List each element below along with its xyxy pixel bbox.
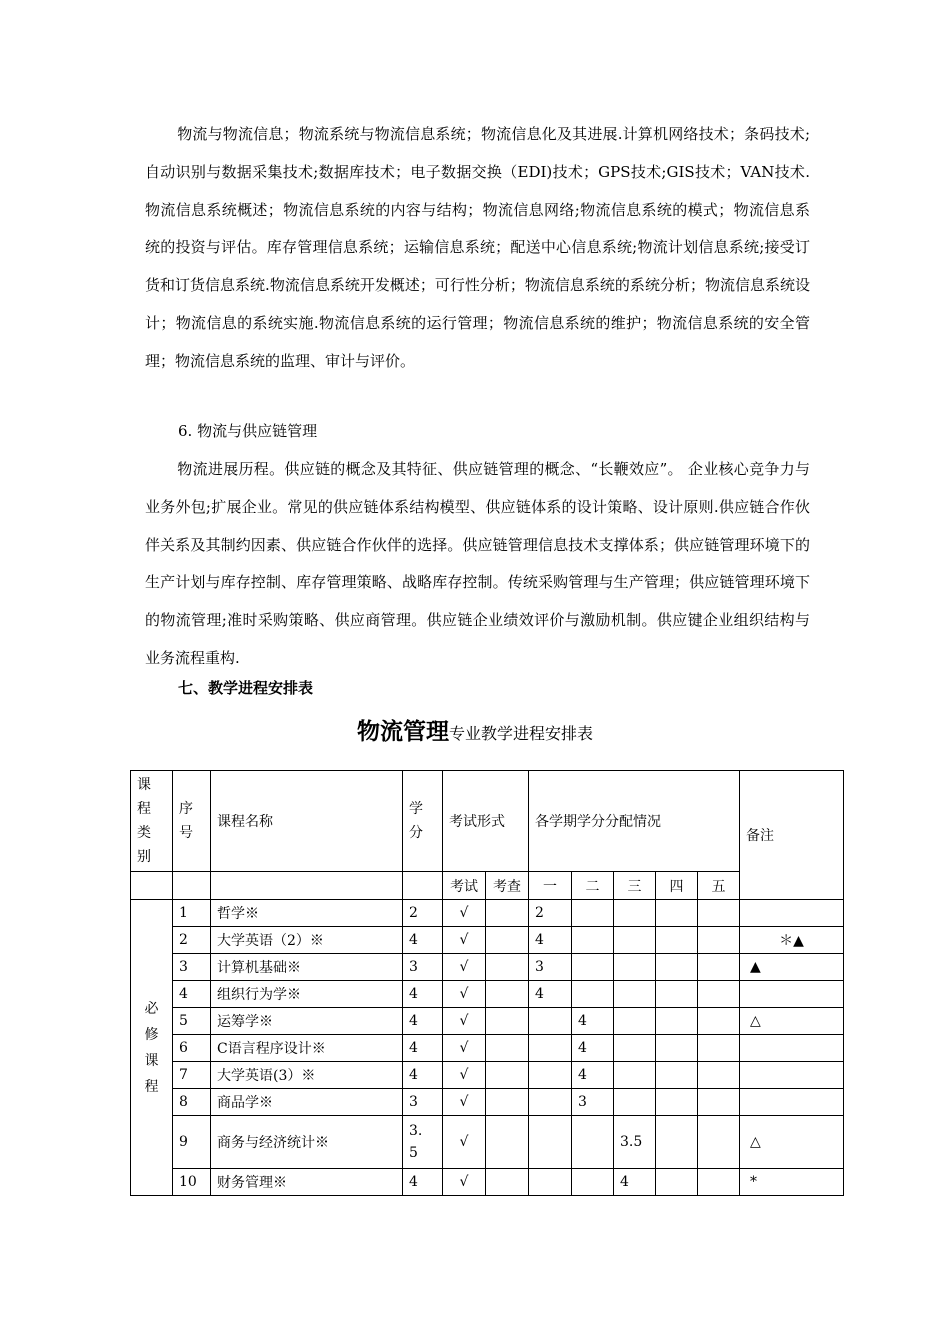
teaching-schedule-table (130, 770, 844, 1196)
paragraph-supply-chain (145, 451, 810, 678)
cell-semester-3 (614, 954, 656, 981)
cell-credit: 4 (403, 1062, 443, 1089)
cell-semester-5 (698, 954, 740, 981)
subheader-semester-1: 一 (529, 872, 572, 900)
header-credits (403, 771, 443, 872)
cell-semester-1 (529, 1116, 572, 1169)
subheader-empty (211, 872, 403, 900)
cell-course-name: 组织行为学※ (211, 981, 403, 1008)
cell-remark: ▲ (740, 954, 844, 981)
cell-exam-check: √ (443, 1169, 486, 1196)
cell-semester-4 (656, 1062, 698, 1089)
cell-number: 3 (173, 954, 211, 981)
table-row (131, 1089, 844, 1116)
cell-exam-check: √ (443, 1116, 486, 1169)
cell-assessment (486, 927, 529, 954)
cell-semester-5 (698, 1169, 740, 1196)
category-required-courses (131, 900, 173, 1196)
subheader-empty (131, 872, 173, 900)
cell-semester-4 (656, 1008, 698, 1035)
cell-number: 9 (173, 1116, 211, 1169)
cell-semester-4 (656, 927, 698, 954)
table-title-major: 物流管理 (356, 718, 449, 745)
table-row (131, 900, 844, 927)
cell-credit: 4 (403, 1008, 443, 1035)
cell-semester-3 (614, 1035, 656, 1062)
cell-semester-2 (572, 1116, 614, 1169)
cell-assessment (486, 1116, 529, 1169)
header-category (131, 771, 173, 872)
cell-course-name: 财务管理※ (211, 1169, 403, 1196)
cell-semester-4 (656, 1169, 698, 1196)
header-semester-distribution: 各学期学分分配情况 (529, 771, 740, 872)
cell-semester-5 (698, 927, 740, 954)
table-subheader-row (131, 872, 844, 900)
cell-semester-5 (698, 1116, 740, 1169)
cell-remark (740, 900, 844, 927)
cell-number: 6 (173, 1035, 211, 1062)
cell-remark (740, 1089, 844, 1116)
cell-remark (740, 1035, 844, 1062)
cell-exam-check: √ (443, 954, 486, 981)
cell-semester-1: 4 (529, 981, 572, 1008)
cell-semester-5 (698, 1062, 740, 1089)
table-row (131, 981, 844, 1008)
cell-exam-check: √ (443, 1089, 486, 1116)
section-6-heading: 6. 物流与供应链管理 (178, 422, 318, 440)
cell-course-name: 运筹学※ (211, 1008, 403, 1035)
cell-exam-check: √ (443, 927, 486, 954)
section-7-heading: 七、教学进程安排表 (178, 679, 314, 697)
cell-exam-check: √ (443, 1008, 486, 1035)
cell-semester-3 (614, 927, 656, 954)
cell-semester-3 (614, 900, 656, 927)
table-row (131, 1008, 844, 1035)
cell-semester-5 (698, 1035, 740, 1062)
cell-semester-2: 4 (572, 1035, 614, 1062)
cell-assessment (486, 900, 529, 927)
cell-number: 10 (173, 1169, 211, 1196)
header-exam-form: 考试形式 (443, 771, 529, 872)
cell-semester-2 (572, 927, 614, 954)
cell-course-name: C语言程序设计※ (211, 1035, 403, 1062)
table-title (0, 712, 950, 754)
subheader-assessment: 考查 (486, 872, 529, 900)
cell-semester-4 (656, 1035, 698, 1062)
header-category-text: 课程类别 (137, 777, 151, 865)
cell-semester-3 (614, 1008, 656, 1035)
header-course-name: 课程名称 (211, 771, 403, 872)
cell-remark (740, 1062, 844, 1089)
cell-semester-1 (529, 1008, 572, 1035)
cell-number: 7 (173, 1062, 211, 1089)
cell-semester-5 (698, 900, 740, 927)
cell-remark: △ (740, 1008, 844, 1035)
cell-credit: 3 (403, 954, 443, 981)
cell-semester-2: 3 (572, 1089, 614, 1116)
cell-semester-4 (656, 954, 698, 981)
cell-semester-2 (572, 1169, 614, 1196)
table-row (131, 1062, 844, 1089)
cell-credit: 4 (403, 1035, 443, 1062)
subheader-semester-3: 三 (614, 872, 656, 900)
cell-semester-1 (529, 1062, 572, 1089)
cell-semester-1 (529, 1035, 572, 1062)
category-label: 必修课程 (144, 1000, 159, 1095)
table-header-row (131, 771, 844, 872)
cell-assessment (486, 954, 529, 981)
paragraph-logistics-info (145, 116, 810, 381)
cell-semester-2 (572, 954, 614, 981)
cell-course-name: 大学英语（2）※ (211, 927, 403, 954)
cell-semester-4 (656, 1116, 698, 1169)
cell-semester-3 (614, 1062, 656, 1089)
cell-credit: 3 (403, 1089, 443, 1116)
cell-remark: * (740, 1169, 844, 1196)
cell-semester-3 (614, 1089, 656, 1116)
table-row (131, 1169, 844, 1196)
cell-assessment (486, 981, 529, 1008)
cell-credit: 3.5 (403, 1116, 443, 1169)
cell-semester-1 (529, 1089, 572, 1116)
subheader-semester-2: 二 (572, 872, 614, 900)
cell-course-name: 计算机基础※ (211, 954, 403, 981)
cell-assessment (486, 1062, 529, 1089)
cell-remark: ＊▲ (740, 927, 844, 954)
header-remarks: 备注 (740, 771, 844, 900)
cell-semester-1: 4 (529, 927, 572, 954)
cell-course-name: 商务与经济统计※ (211, 1116, 403, 1169)
cell-credit: 4 (403, 927, 443, 954)
cell-semester-3: 3.5 (614, 1116, 656, 1169)
cell-semester-1: 3 (529, 954, 572, 981)
cell-exam-check: √ (443, 900, 486, 927)
cell-credit: 2 (403, 900, 443, 927)
cell-exam-check: √ (443, 1035, 486, 1062)
subheader-exam: 考试 (443, 872, 486, 900)
cell-semester-3: 4 (614, 1169, 656, 1196)
subheader-semester-5: 五 (698, 872, 740, 900)
header-number-text: 序号 (179, 801, 193, 841)
cell-semester-4 (656, 1089, 698, 1116)
table-row (131, 1035, 844, 1062)
cell-semester-5 (698, 1008, 740, 1035)
cell-semester-5 (698, 1089, 740, 1116)
table-row (131, 954, 844, 981)
cell-semester-2 (572, 981, 614, 1008)
header-number (173, 771, 211, 872)
cell-remark (740, 981, 844, 1008)
cell-credit: 4 (403, 981, 443, 1008)
cell-credit: 4 (403, 1169, 443, 1196)
cell-course-name: 商品学※ (211, 1089, 403, 1116)
cell-semester-5 (698, 981, 740, 1008)
paragraph-supply-chain-text: 物流进展历程。供应链的概念及其特征、供应链管理的概念、“长鞭效应”。 企业核心竞争力与业务外包;扩展企业。常见的供应链体系结构模型、供应链体系的设计策略、设计原则.供应链合作伙伴关系及其制约因素、供应链合作伙伴的选择。供应链管理信息技术支撑体系；供应链管理环境下的生产计划与库存控制、库存管理策略、战略库存控制。传统采购管理与生产管理；供应链管理环境下的物流管理;准时采购策略、供应商管理。供应链企业绩效评价与激励机制。供应键企业组织结构与业务流程重构. (145, 460, 810, 667)
cell-assessment (486, 1008, 529, 1035)
cell-number: 5 (173, 1008, 211, 1035)
cell-semester-1 (529, 1169, 572, 1196)
cell-exam-check: √ (443, 1062, 486, 1089)
header-credits-text: 学分 (409, 801, 423, 841)
cell-number: 8 (173, 1089, 211, 1116)
subheader-empty (173, 872, 211, 900)
cell-semester-3 (614, 981, 656, 1008)
cell-semester-4 (656, 981, 698, 1008)
cell-semester-2: 4 (572, 1062, 614, 1089)
cell-remark: △ (740, 1116, 844, 1169)
cell-number: 2 (173, 927, 211, 954)
cell-semester-4 (656, 900, 698, 927)
cell-number: 4 (173, 981, 211, 1008)
table-row (131, 1116, 844, 1169)
cell-assessment (486, 1035, 529, 1062)
table-title-suffix: 专业教学进程安排表 (448, 724, 593, 743)
cell-assessment (486, 1169, 529, 1196)
cell-assessment (486, 1089, 529, 1116)
cell-number: 1 (173, 900, 211, 927)
subheader-semester-4: 四 (656, 872, 698, 900)
paragraph-logistics-info-text: 物流与物流信息；物流系统与物流信息系统；物流信息化及其进展.计算机网络技术；条码技术;自动识别与数据采集技术;数据库技术；电子数据交换（EDI)技术；GPS技术;GIS技术；VAN技术.物流信息系统概述；物流信息系统的内容与结构；物流信息网络;物流信息系统的模式；物流信息系统的投资与评估。库存管理信息系统；运输信息系统；配送中心信息系统;物流计划信息系统;接受订货和订货信息系统.物流信息系统开发概述；可行性分析；物流信息系统的系统分析；物流信息系统设计；物流信息的系统实施.物流信息系统的运行管理；物流信息系统的维护；物流信息系统的安全管理；物流信息系统的监理、审计与评价。 (145, 125, 810, 370)
cell-semester-2: 4 (572, 1008, 614, 1035)
cell-course-name: 大学英语(3）※ (211, 1062, 403, 1089)
cell-semester-2 (572, 900, 614, 927)
cell-course-name: 哲学※ (211, 900, 403, 927)
cell-exam-check: √ (443, 981, 486, 1008)
cell-semester-1: 2 (529, 900, 572, 927)
table-row (131, 927, 844, 954)
subheader-empty (403, 872, 443, 900)
